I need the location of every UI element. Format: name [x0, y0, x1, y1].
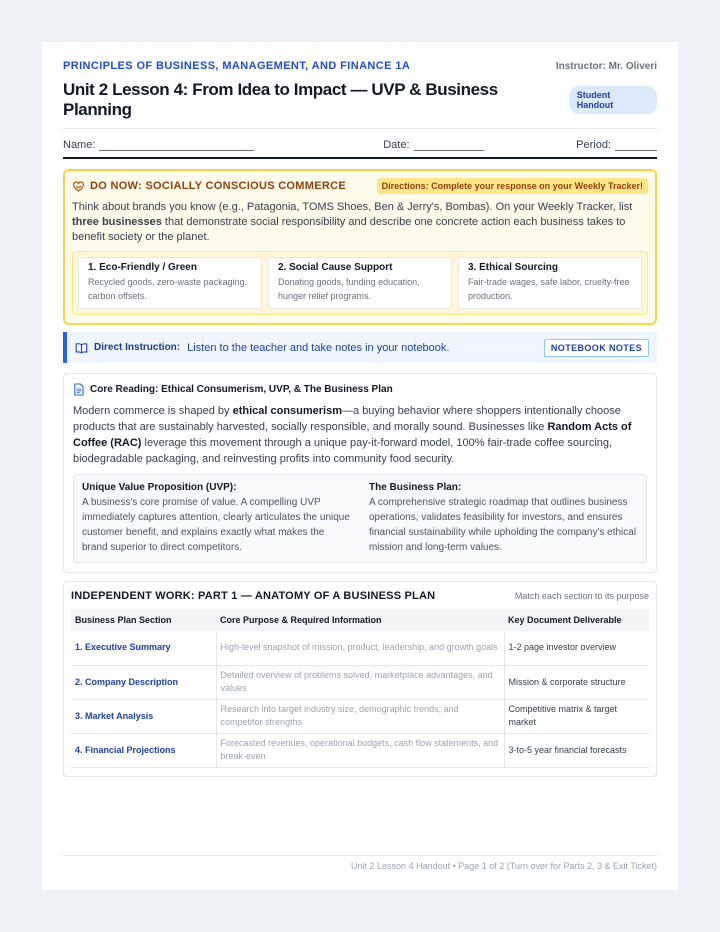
uvp-definition — [82, 482, 351, 555]
column-header: Core Purpose & Required Information — [216, 609, 504, 631]
handout-page — [42, 42, 678, 890]
business-plan-title: The Business Plan: — [369, 482, 462, 493]
reading-text-part: —a buying behavior where shoppers intentionally choose products that are sustainably harvested, socially responsible, and morally sound. Businesses like — [73, 405, 621, 433]
prompt-text-end: that demonstrate social responsibility and describe one concrete action each business takes to benefit society or the planet. — [72, 216, 626, 243]
do-now-prompt — [72, 200, 648, 245]
purpose-cell: Detailed overview of problems solved, marketplace advantages, and values — [216, 665, 504, 699]
table-header-row — [71, 609, 649, 631]
reading-text-part: Modern commerce is shaped by — [73, 405, 233, 417]
deliverable-cell: 1-2 page investor overview — [504, 631, 649, 665]
table-row — [71, 699, 649, 733]
section-cell: 3. Market Analysis — [71, 699, 216, 733]
independent-work-section — [63, 581, 657, 777]
purpose-cell: Forecasted revenues, operational budgets, cash flow statements, and break-even — [216, 733, 504, 767]
category-card — [268, 257, 452, 309]
business-plan-table — [71, 609, 649, 768]
heart-hand-icon — [72, 180, 85, 193]
document-icon — [73, 383, 84, 396]
card-description: Recycled goods, zero-waste packaging, carbon offsets. — [88, 277, 248, 301]
date-line[interactable] — [414, 141, 484, 151]
definitions-box — [73, 474, 647, 563]
section-cell: 4. Financial Projections — [71, 733, 216, 767]
table-row — [71, 665, 649, 699]
purpose-cell: Research into target industry size, demographic trends, and competitor strengths — [216, 699, 504, 733]
table-row — [71, 733, 649, 767]
business-plan-text: A comprehensive strategic roadmap that outlines business operations, validates feasibility for investors, and ensures financial sustainability while upholding the company's ethical mission and long-term values. — [369, 497, 637, 553]
handout-badge: Student Handout — [569, 86, 657, 114]
book-open-icon — [75, 342, 88, 354]
reading-term: Random Acts of Coffee (RAC) — [73, 421, 632, 449]
category-card — [78, 257, 262, 309]
directions-badge: Directions: Complete your response on your Weekly Tracker! — [377, 178, 648, 194]
independent-work-hint: Match each section to its purpose — [514, 591, 649, 601]
page-title: Unit 2 Lesson 4: From Idea to Impact — UVP & Business Planning — [63, 80, 498, 119]
card-description: Fair-trade wages, safe labor, cruelty-free production. — [468, 277, 630, 301]
uvp-title: Unique Value Proposition (UVP): — [82, 482, 237, 493]
column-header: Key Document Deliverable — [504, 609, 649, 631]
card-title: 3. Ethical Sourcing — [468, 262, 559, 273]
business-plan-definition — [369, 482, 638, 555]
reading-text-part: leverage this movement through a unique pay-it-forward model, 100% fair-trade coffee sourcing, biodegradable packaging, and reinvesting profits into community food security. — [73, 437, 613, 465]
card-description: Donating goods, funding education, hunger relief programs. — [278, 277, 420, 301]
deliverable-cell: Competitive matrix & target market — [504, 699, 649, 733]
deliverable-cell: 3-to-5 year financial forecasts — [504, 733, 649, 767]
course-name: PRINCIPLES OF BUSINESS, MANAGEMENT, AND FINANCE 1A — [63, 60, 411, 72]
name-label: Name: — [63, 139, 96, 151]
core-reading-section — [63, 373, 657, 573]
notebook-notes-button[interactable]: NOTEBOOK NOTES — [544, 339, 649, 357]
purpose-cell: High-level snapshot of mission, product, leadership, and growth goals — [216, 631, 504, 665]
card-title: 1. Eco-Friendly / Green — [88, 262, 197, 273]
period-label: Period: — [576, 139, 611, 151]
direct-instruction-bar — [63, 332, 657, 363]
period-line[interactable] — [615, 141, 657, 151]
category-cards — [72, 251, 648, 315]
do-now-section — [63, 169, 657, 325]
reading-title: Core Reading: Ethical Consumerism, UVP, & The Business Plan — [90, 384, 393, 395]
page-footer: Unit 2 Lesson 4 Handout • Page 1 of 2 (Turn over for Parts 2, 3 & Exit Ticket) — [63, 855, 657, 871]
section-cell: 2. Company Description — [71, 665, 216, 699]
category-card — [458, 257, 642, 309]
prompt-text-start: Think about brands you know (e.g., Patagonia, TOMS Shoes, Ben & Jerry's, Bombas). On your Weekly Tracker, list — [72, 201, 633, 213]
direct-instruction-text: Listen to the teacher and take notes in your notebook. — [187, 341, 450, 354]
reading-term: ethical consumerism — [232, 405, 343, 417]
uvp-text: A business's core promise of value. A compelling UVP immediately captures attention, clearly articulates the unique customer benefit, and explains exactly what makes the brand superior to direct competitors. — [82, 497, 350, 553]
section-cell: 1. Executive Summary — [71, 631, 216, 665]
reading-paragraph — [73, 403, 647, 467]
direct-instruction-label: Direct Instruction: — [94, 342, 181, 353]
column-header: Business Plan Section — [71, 609, 216, 631]
name-line[interactable] — [99, 141, 254, 151]
do-now-title: DO NOW: SOCIALLY CONSCIOUS COMMERCE — [90, 180, 346, 192]
student-info-fields — [63, 139, 657, 159]
date-label: Date: — [383, 139, 410, 151]
instructor-name: Instructor: Mr. Oliveri — [555, 60, 657, 72]
prompt-text-bold: three businesses — [72, 216, 162, 228]
table-row — [71, 631, 649, 665]
card-title: 2. Social Cause Support — [278, 262, 393, 273]
deliverable-cell: Mission & corporate structure — [504, 665, 649, 699]
independent-work-title: INDEPENDENT WORK: PART 1 — ANATOMY OF A BUSINESS PLAN — [71, 590, 436, 602]
